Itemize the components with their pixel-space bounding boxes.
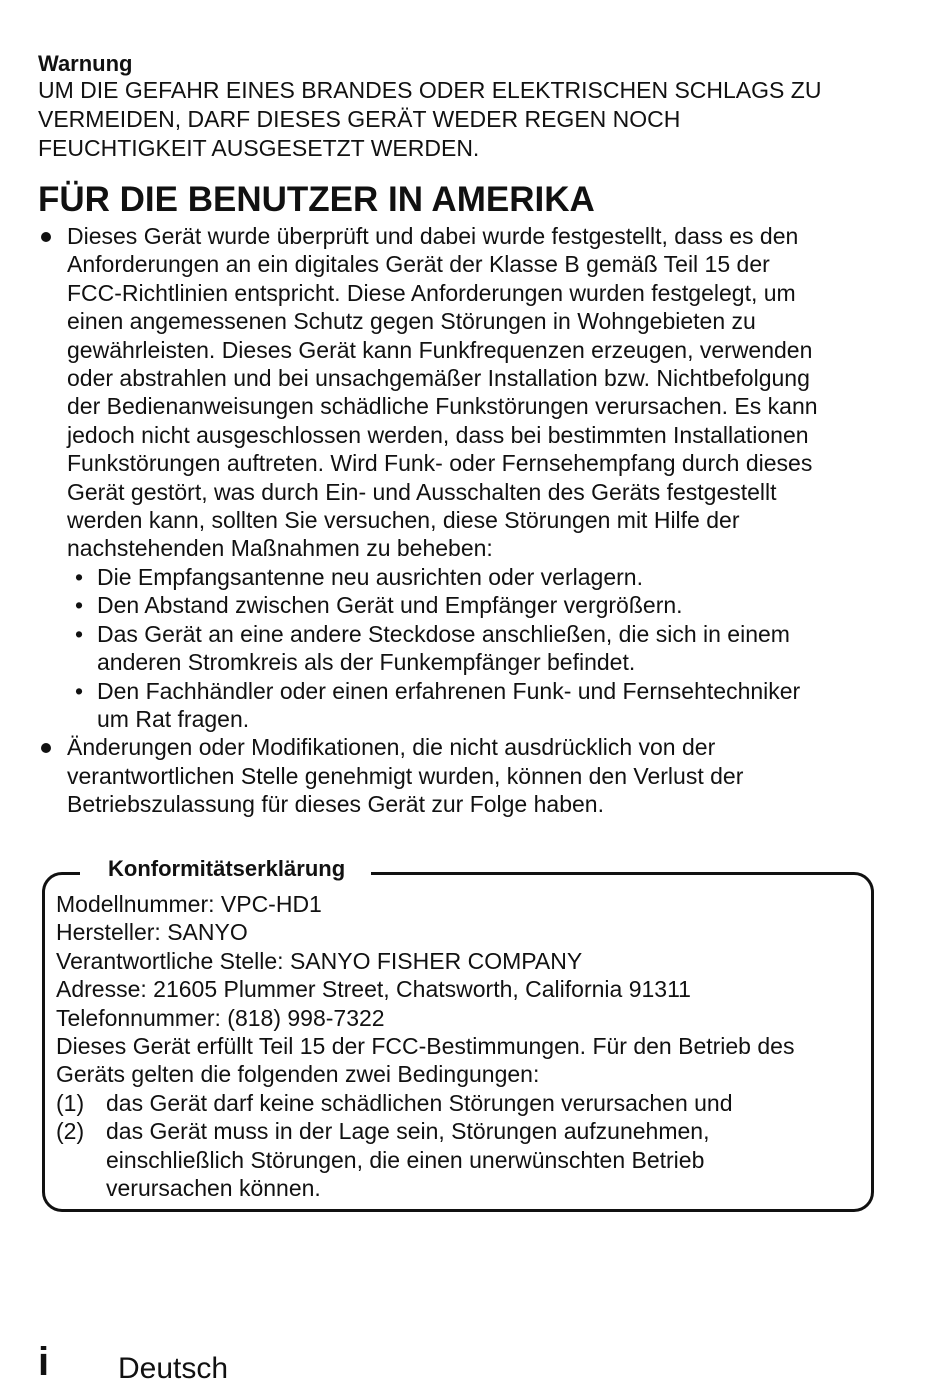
page-number: i: [38, 1340, 50, 1384]
sub-bullet-icon: •: [75, 592, 84, 619]
bullet-dot-icon: [41, 232, 51, 242]
condition-number: (2): [56, 1118, 85, 1145]
warning-line: VERMEIDEN, DARF DIESES GERÄT WEDER REGEN NOCH: [38, 106, 681, 132]
conformity-line: Hersteller: SANYO: [56, 919, 248, 946]
bullet-line: Funkstörungen auftreten. Wird Funk- oder Fernsehempfang durch dieses: [67, 450, 813, 477]
bullet-line: gewährleisten. Dieses Gerät kann Funkfrequenzen erzeugen, verwenden: [67, 336, 813, 363]
sub-item: [38, 677, 918, 734]
condition-number: (1): [56, 1089, 85, 1116]
bullet-line: Betriebszulassung für dieses Gerät zur Folge haben.: [67, 791, 604, 818]
condition-line: das Gerät darf keine schädlichen Störungen verursachen und: [106, 1089, 733, 1116]
sub-line: Den Fachhändler oder einen erfahrenen Funk- und Fernsehtechniker: [97, 677, 801, 704]
conformity-title: Konformitätserklärung: [80, 854, 371, 884]
bullet-line: nachstehenden Maßnahmen zu beheben:: [67, 535, 493, 562]
conformity-line: Adresse: 21605 Plummer Street, Chatsworth, California 91311: [56, 976, 691, 1003]
warning-line: UM DIE GEFAHR EINES BRANDES ODER ELEKTRISCHEN SCHLAGS ZU: [38, 77, 822, 103]
conformity-line: Dieses Gerät erfüllt Teil 15 der FCC-Bestimmungen. Für den Betrieb des: [56, 1033, 795, 1060]
bullet-line: verantwortlichen Stelle genehmigt wurden, können den Verlust der: [67, 762, 744, 789]
bullet-dot-icon: [41, 743, 51, 753]
fcc-bullet-list: [38, 222, 918, 819]
bullet-line: oder abstrahlen und bei unsachgemäßer Installation bzw. Nichtbefolgung: [67, 365, 810, 392]
sub-item: [38, 591, 918, 619]
condition-line: das Gerät muss in der Lage sein, Störungen aufzunehmen,: [106, 1118, 710, 1145]
page-language: Deutsch: [118, 1352, 229, 1385]
sub-line: Die Empfangsantenne neu ausrichten oder verlagern.: [97, 563, 643, 590]
condition-item: [56, 1089, 866, 1117]
sub-line: Den Abstand zwischen Gerät und Empfänger vergrößern.: [97, 592, 683, 619]
bullet-line: werden kann, sollten Sie versuchen, diese Störungen mit Hilfe der: [67, 507, 740, 534]
bullet-line: der Bedienanweisungen schädliche Funkstörungen verursachen. Es kann: [67, 393, 818, 420]
sub-item: [38, 563, 918, 591]
sub-bullet-icon: •: [75, 620, 84, 647]
sub-bullet-icon: •: [75, 677, 84, 704]
warning-text: [38, 76, 918, 163]
bullet-item: [38, 733, 918, 818]
conformity-line: Verantwortliche Stelle: SANYO FISHER COMPANY: [56, 947, 583, 974]
warning-line: FEUCHTIGKEIT AUSGESETZT WERDEN.: [38, 135, 480, 161]
conformity-body: [56, 890, 866, 1202]
condition-line: einschließlich Störungen, die einen unerwünschten Betrieb: [106, 1146, 705, 1173]
sub-item: [38, 620, 918, 677]
bullet-line: Anforderungen an ein digitales Gerät der Klasse B gemäß Teil 15 der: [67, 251, 770, 278]
bullet-line: einen angemessenen Schutz gegen Störungen in Wohngebieten zu: [67, 308, 756, 335]
bullet-line: Dieses Gerät wurde überprüft und dabei wurde festgestellt, dass es den: [67, 223, 799, 249]
sub-line: anderen Stromkreis als der Funkempfänger befindet.: [97, 649, 636, 676]
condition-item: [56, 1117, 866, 1202]
bullet-item: [38, 222, 918, 563]
bullet-line: Änderungen oder Modifikationen, die nicht ausdrücklich von der: [67, 734, 716, 761]
conformity-line: Telefonnummer: (818) 998-7322: [56, 1004, 385, 1031]
sub-line: Das Gerät an eine andere Steckdose anschließen, die sich in einem: [97, 620, 790, 647]
section-title: FÜR DIE BENUTZER IN AMERIKA: [38, 180, 595, 219]
conformity-line: Modellnummer: VPC-HD1: [56, 891, 322, 917]
sub-line: um Rat fragen.: [97, 705, 250, 732]
conformity-line: Geräts gelten die folgenden zwei Bedingungen:: [56, 1061, 540, 1088]
warning-title: Warnung: [38, 51, 133, 76]
bullet-line: FCC-Richtlinien entspricht. Diese Anforderungen wurden festgelegt, um: [67, 279, 796, 306]
sub-bullet-icon: •: [75, 563, 84, 590]
bullet-line: jedoch nicht ausgeschlossen werden, dass bei bestimmten Installationen: [67, 421, 809, 448]
condition-line: verursachen können.: [106, 1175, 321, 1202]
bullet-line: Gerät gestört, was durch Ein- und Ausschalten des Geräts festgestellt: [67, 478, 777, 505]
